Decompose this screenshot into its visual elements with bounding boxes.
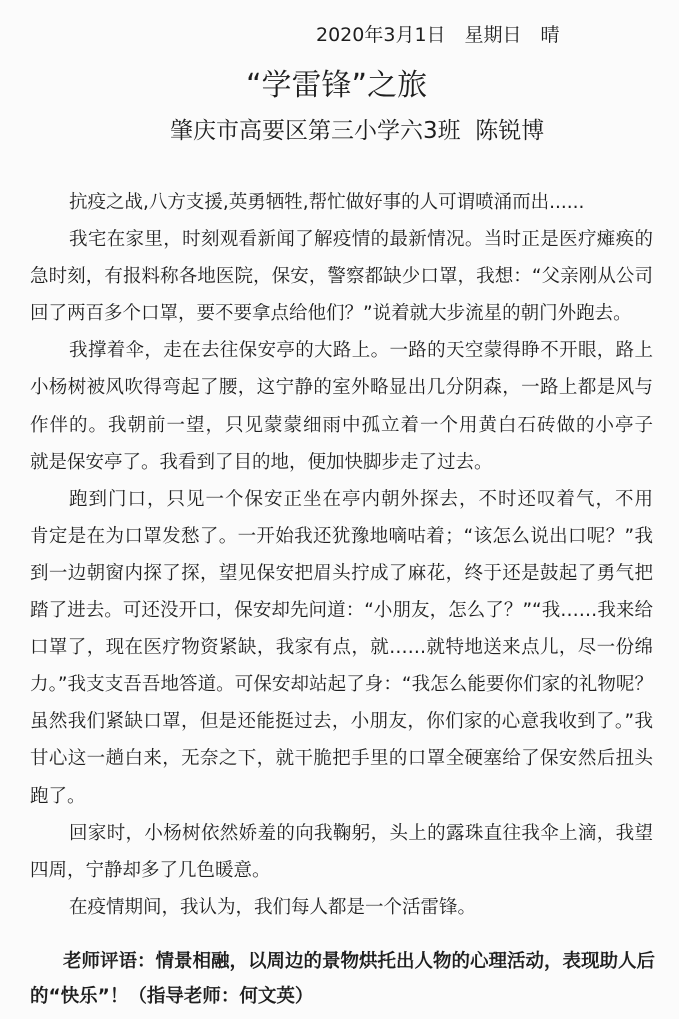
text-line: 作伴的。我朝前一望，只见蒙蒙细雨中孤立着一个用黄白石砖做的小亭子 bbox=[30, 414, 653, 436]
essay-body bbox=[30, 184, 653, 926]
text-line: 回家时，小杨树依然娇羞的向我鞠躬，头上的露珠直往我伞上滴，我望 bbox=[69, 822, 653, 844]
text-line: 甘心这一趟白来，无奈之下，就干脆把手里的口罩全硬塞给了保安然后扭头 bbox=[30, 748, 653, 770]
text-line: 抗疫之战,八方支援,英勇牺牲,帮忙做好事的人可谓喷涌而出...... bbox=[69, 192, 585, 213]
text-line: 力。”我支支吾吾地答道。可保安却站起了身：“我怎么能要你们家的礼物呢？ bbox=[30, 674, 653, 696]
comment-line: 的“快乐”！（指导老师：何文英） bbox=[30, 986, 314, 1007]
essay-title: “学雷锋”之旅 bbox=[246, 68, 428, 103]
text-line: 到一边朝窗内探了探，望见保安把眉头拧成了麻花，终于还是鼓起了勇气把 bbox=[30, 562, 653, 584]
text-line: 就是保安亭了。我看到了目的地，便加快脚步走了过去。 bbox=[30, 451, 493, 473]
text-line: 在疫情期间，我认为，我们每人都是一个活雷锋。 bbox=[69, 896, 477, 918]
text-line: 肯定是在为口罩发愁了。一开始我还犹豫地嘀咕着；“该怎么说出口呢？”我 bbox=[30, 525, 653, 547]
teacher-comment bbox=[30, 944, 655, 1014]
text-line: 小杨树被风吹得弯起了腰，这宁静的室外略显出几分阴森，一路上都是风与 bbox=[30, 377, 653, 399]
text-line: 我宅在家里，时刻观看新闻了解疫情的最新情况。当时正是医疗瘫痪的 bbox=[69, 229, 653, 251]
diary-date: 2020年3月1日 星期日 晴 bbox=[316, 24, 560, 46]
text-line: 四周，宁静却多了几色暖意。 bbox=[30, 859, 271, 881]
text-line: 急时刻，有报料称各地医院，保安，警察都缺少口罩，我想：“父亲刚从公司 bbox=[30, 266, 653, 288]
text-line: 跑到门口，只见一个保安正坐在亭内朝外探去，不时还叹着气，不用 bbox=[69, 488, 653, 510]
text-line: 回了两百多个口罩，要不要拿点给他们？”说着就大步流星的朝门外跑去。 bbox=[30, 303, 632, 325]
author-byline: 肇庆市高要区第三小学六3班 陈锐博 bbox=[170, 118, 545, 144]
text-line: 我撑着伞，走在去往保安亭的大路上。一路的天空蒙得睁不开眼，路上 bbox=[69, 340, 653, 362]
comment-line: 老师评语：情景相融，以周边的景物烘托出人物的心理活动，表现助人后 bbox=[63, 951, 655, 972]
text-line: 跑了。 bbox=[30, 785, 86, 807]
text-line: 口罩了，现在医疗物资紧缺，我家有点，就……就特地送来点儿，尽一份绵 bbox=[30, 637, 653, 659]
text-line: 虽然我们紧缺口罩，但是还能挺过去，小朋友，你们家的心意我收到了。”我 bbox=[30, 711, 653, 733]
text-line: 踏了进去。可还没开口，保安却先问道：“小朋友，怎么了？”“我……我来给 bbox=[30, 600, 653, 622]
